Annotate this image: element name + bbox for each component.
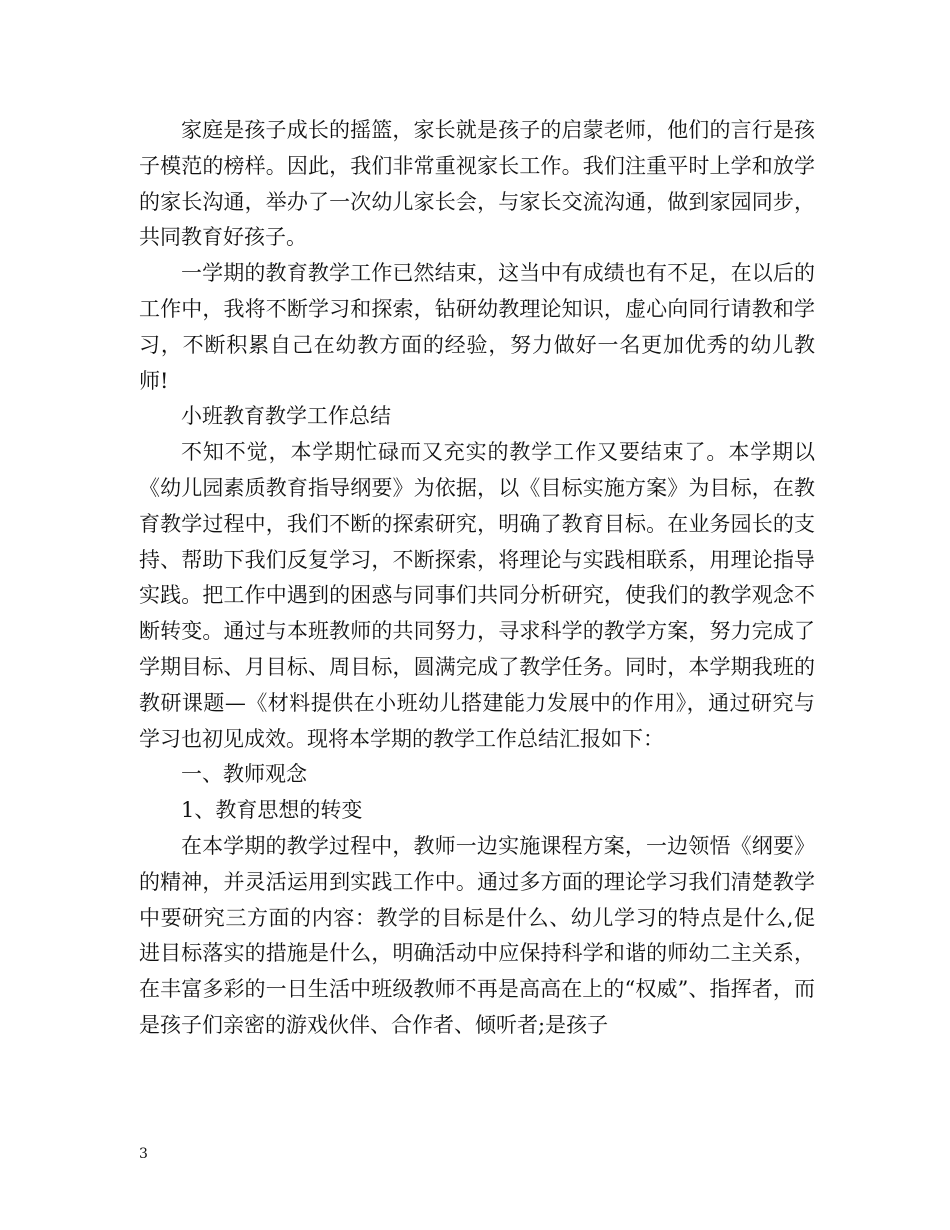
section-title: 小班教育教学工作总结 — [181, 404, 391, 429]
paragraph-semester-reflection: 一学期的教育教学工作已然结束，这当中有成绩也有不足，在以后的工作中，我将不断学习和探索，钻研幼教理论知识，虚心向同行请教和学习，不断积累自己在幼教方面的经验，努力做好一名更加优秀的幼儿教师! — [139, 261, 815, 393]
heading-teacher-concept: 一、教师观念 — [181, 762, 307, 787]
document-body — [139, 113, 815, 1044]
paragraph-home-school: 家庭是孩子成长的摇篮，家长就是孩子的启蒙老师，他们的言行是孩子模范的榜样。因此，我们非常重视家长工作。我们注重平时上学和放学的家长沟通，举办了一次幼儿家长会，与家长交流沟通，做到家园同步，共同教育好孩子。 — [139, 118, 815, 250]
subheading-education-thought: 1、教育思想的转变 — [181, 798, 363, 823]
page-number: 3 — [139, 1146, 148, 1162]
paragraph-introduction: 不知不觉，本学期忙碌而又充实的教学工作又要结束了。本学期以《幼儿园素质教育指导纲要》为依据，以《目标实施方案》为目标，在教育教学过程中，我们不断的探索研究，明确了教育目标。在业务园长的支持、帮助下我们反复学习，不断探索，将理论与实践相联系，用理论指导实践。把工作中遇到的困惑与同事们共同分析研究，使我们的教学观念不断转变。通过与本班教师的共同努力，寻求科学的教学方案，努力完成了学期目标、月目标、周目标，圆满完成了教学任务。同时，本学期我班的教研课题—《材料提供在小班幼儿搭建能力发展中的作用》，通过研究与学习也初见成效。现将本学期的教学工作总结汇报如下： — [139, 440, 815, 751]
paragraph-teaching-process: 在本学期的教学过程中，教师一边实施课程方案，一边领悟《纲要》的精神，并灵活运用到实践工作中。通过多方面的理论学习我们清楚教学中要研究三方面的内容：教学的目标是什么、幼儿学习的特点是什么,促进目标落实的措施是什么，明确活动中应保持科学和谐的师幼二主关系，在丰富多彩的一日生活中班级教师不再是高高在上的“权威”、指挥者，而是孩子们亲密的游戏伙伴、合作者、倾听者;是孩子 — [139, 833, 815, 1037]
